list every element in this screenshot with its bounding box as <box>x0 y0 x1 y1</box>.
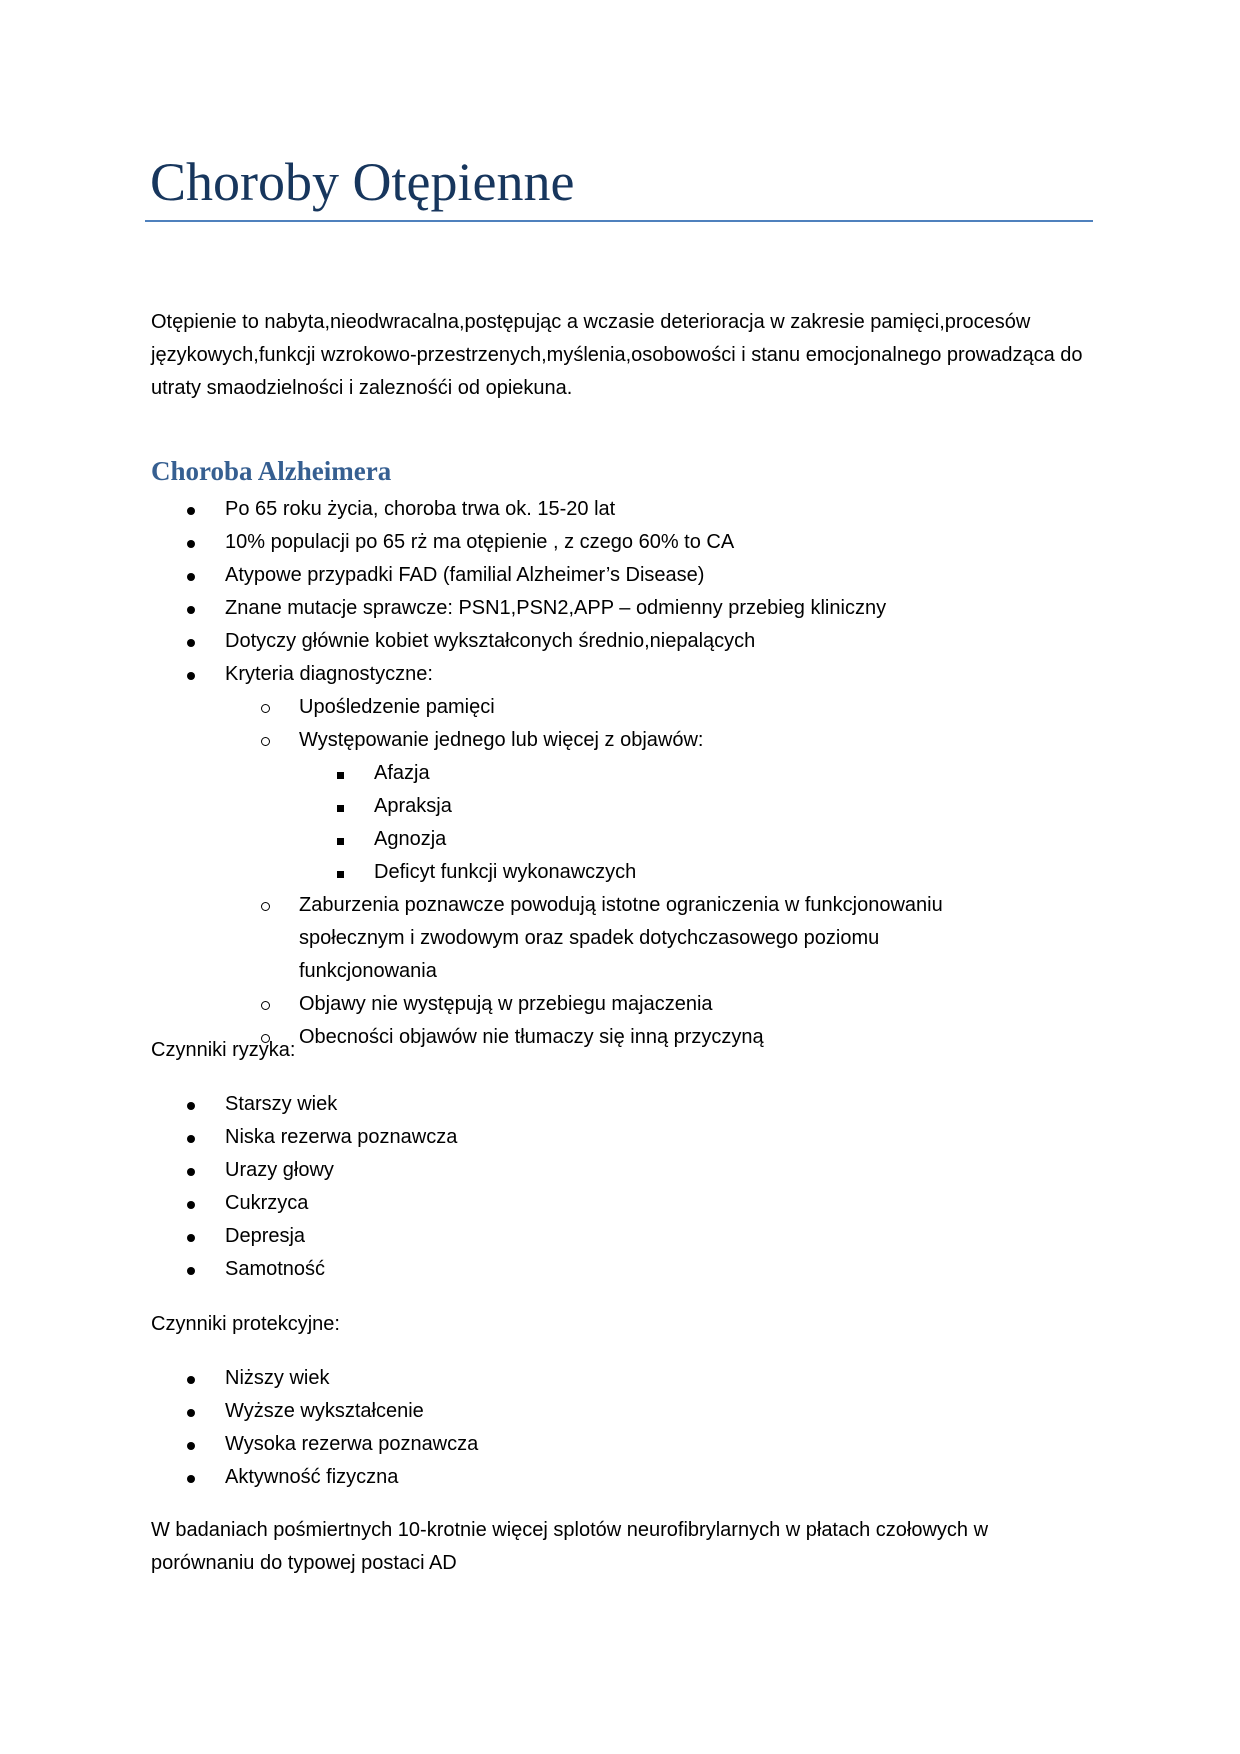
symptom-item <box>151 823 1091 856</box>
bullet-icon <box>187 1135 195 1143</box>
section-heading: Choroba Alzheimera <box>151 456 392 486</box>
list-item <box>151 559 1091 592</box>
intro-paragraph: Otępienie to nabyta,nieodwracalna,postępując a wczasie deterioracja w zakresie pamięci,procesów językowych,funkcji wzrokowo-przestrzenych,myślenia,osobowości i stanu emocjonalnego prowadząca do utraty smaodzielności i zaleznośći od opiekuna. <box>151 311 1083 399</box>
list-item-text: Depresja <box>225 1225 306 1247</box>
list-item-text: Starszy wiek <box>225 1093 338 1115</box>
list-item <box>151 1220 1091 1253</box>
square-bullet-icon <box>337 871 344 878</box>
bullet-icon <box>187 1168 195 1176</box>
closing-paragraph: W badaniach pośmiertnych 10-krotnie więcej splotów neurofibrylarnych w płatach czołowych w porównaniu do typowej postaci AD <box>151 1519 989 1574</box>
list-item-text: Wysoka rezerwa poznawcza <box>225 1433 479 1455</box>
symptom-text: Afazja <box>374 762 430 784</box>
list-item <box>151 1187 1091 1220</box>
list-item-text: Niższy wiek <box>225 1367 330 1389</box>
bullet-icon <box>187 1442 195 1450</box>
bullet-icon <box>187 507 195 515</box>
criteria-text: Obecności objawów nie tłumaczy się inną przyczyną <box>299 1026 764 1048</box>
list-item-text: Wyższe wykształcenie <box>225 1400 424 1422</box>
symptom-item <box>151 790 1091 823</box>
risk-label: Czynniki ryzyka: <box>151 1039 296 1061</box>
circle-bullet-icon <box>261 902 270 911</box>
square-bullet-icon <box>337 838 344 845</box>
protective-label: Czynniki protekcyjne: <box>151 1313 340 1335</box>
list-item <box>151 1121 1091 1154</box>
main-list <box>151 493 1091 1054</box>
symptom-text: Agnozja <box>374 828 447 850</box>
list-item <box>151 1088 1091 1121</box>
square-bullet-icon <box>337 805 344 812</box>
bullet-icon <box>187 1376 195 1384</box>
list-item <box>151 526 1091 559</box>
list-item <box>151 1461 1091 1494</box>
criteria-item <box>151 988 1091 1021</box>
criteria-item <box>151 691 1091 724</box>
list-item <box>151 658 1091 691</box>
list-item-text: Dotyczy głównie kobiet wykształconych średnio,niepalących <box>225 630 756 652</box>
bullet-icon <box>187 639 195 647</box>
list-item-text: 10% populacji po 65 rż ma otępienie , z czego 60% to CA <box>225 531 735 553</box>
list-item-text: Po 65 roku życia, choroba trwa ok. 15-20 lat <box>225 498 616 520</box>
protective-factors-list <box>151 1362 1091 1494</box>
criteria-text: Zaburzenia poznawcze powodują istotne ograniczenia w funkcjonowaniu społecznym i zwodowym oraz spadek dotychczasowego poziomu funkcjonowania <box>299 894 943 982</box>
circle-bullet-icon <box>261 737 270 746</box>
list-item <box>151 1428 1091 1461</box>
list-item-text: Samotność <box>225 1258 326 1280</box>
criteria-text: Występowanie jednego lub więcej z objawów: <box>299 729 704 751</box>
list-item-text: Niska rezerwa poznawcza <box>225 1126 458 1148</box>
bullet-icon <box>187 1409 195 1417</box>
list-item <box>151 1395 1091 1428</box>
list-item <box>151 493 1091 526</box>
list-item-text: Aktywność fizyczna <box>225 1466 399 1488</box>
bullet-icon <box>187 1475 195 1483</box>
bullet-icon <box>187 1102 195 1110</box>
list-item <box>151 1362 1091 1395</box>
list-item-text: Znane mutacje sprawcze: PSN1,PSN2,APP – odmienny przebieg kliniczny <box>225 597 887 619</box>
bullet-icon <box>187 1234 195 1242</box>
list-item-text: Atypowe przypadki FAD (familial Alzheimer’s Disease) <box>225 564 705 586</box>
list-item <box>151 1154 1091 1187</box>
list-item <box>151 625 1091 658</box>
bullet-icon <box>187 540 195 548</box>
criteria-text: Objawy nie występują w przebiegu majaczenia <box>299 993 713 1015</box>
bullet-icon <box>187 1267 195 1275</box>
title-underline <box>145 220 1093 222</box>
circle-bullet-icon <box>261 704 270 713</box>
bullet-icon <box>187 573 195 581</box>
list-item-text: Urazy głowy <box>225 1159 334 1181</box>
symptom-item <box>151 757 1091 790</box>
list-item-text: Cukrzyca <box>225 1192 309 1214</box>
list-item <box>151 1253 1091 1286</box>
square-bullet-icon <box>337 772 344 779</box>
criteria-item <box>151 724 1091 757</box>
bullet-icon <box>187 606 195 614</box>
risk-factors-list <box>151 1088 1091 1286</box>
symptom-item <box>151 856 1091 889</box>
list-item-text: Kryteria diagnostyczne: <box>225 663 433 685</box>
bullet-icon <box>187 1201 195 1209</box>
symptom-text: Apraksja <box>374 795 452 817</box>
document-title: Choroby Otępienne <box>150 152 575 212</box>
circle-bullet-icon <box>261 1001 270 1010</box>
symptom-text: Deficyt funkcji wykonawczych <box>374 861 637 883</box>
criteria-text: Upośledzenie pamięci <box>299 696 495 718</box>
criteria-item <box>151 889 1091 988</box>
bullet-icon <box>187 672 195 680</box>
list-item <box>151 592 1091 625</box>
